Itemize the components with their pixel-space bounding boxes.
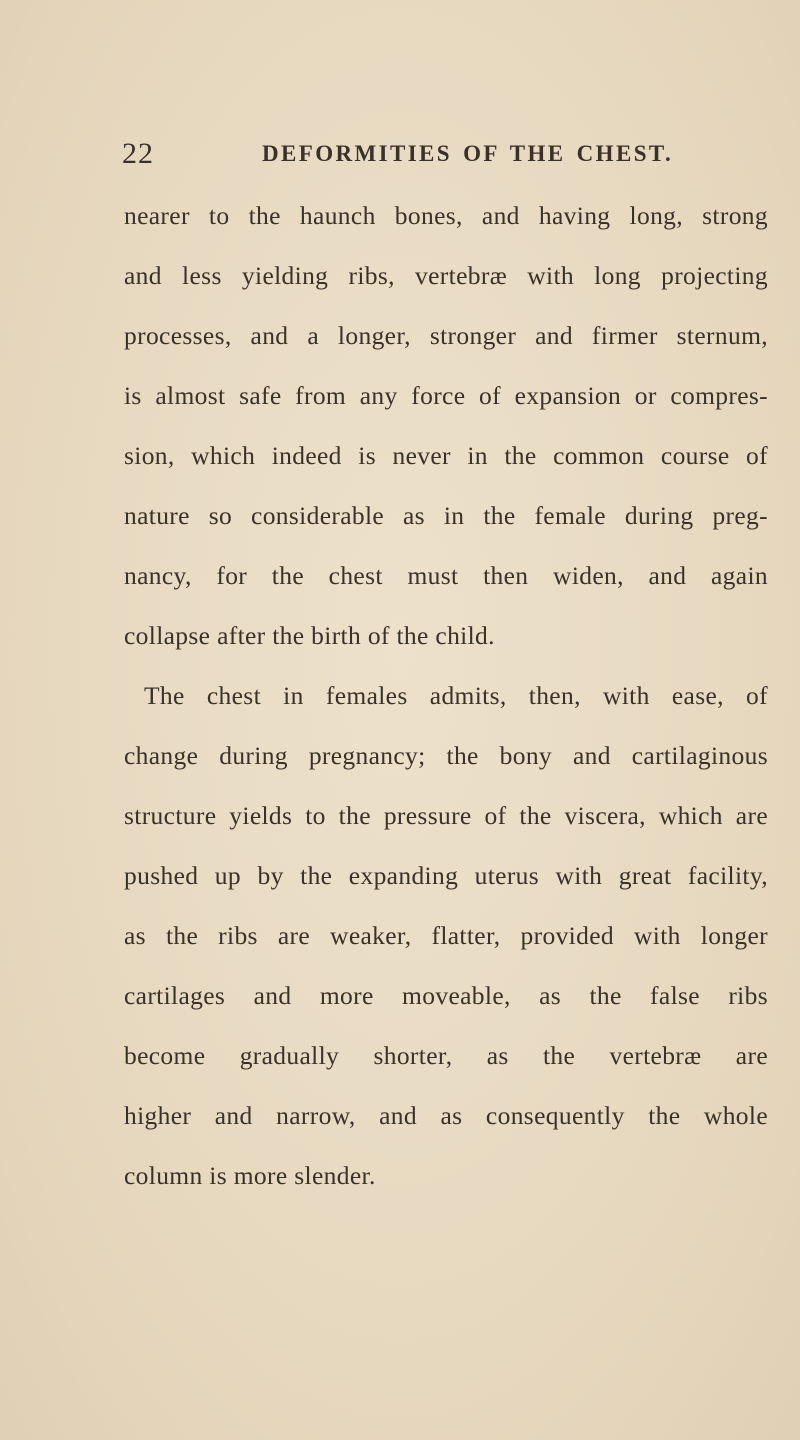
body-text: [124, 186, 768, 1206]
text-line: sion, which indeed is never in the common course of: [124, 441, 768, 470]
text-line: structure yields to the pressure of the viscera, which are: [124, 801, 768, 830]
text-line: column is more slender.: [124, 1161, 376, 1190]
text-line: collapse after the birth of the child.: [124, 621, 495, 650]
page-number: 22: [122, 137, 154, 170]
text-line: cartilages and more moveable, as the false ribs: [124, 981, 768, 1010]
page-header: [0, 132, 800, 176]
running-title: DEFORMITIES OF THE CHEST.: [262, 141, 674, 166]
text-line: nancy, for the chest must then widen, and again: [124, 561, 768, 590]
text-line: nature so considerable as in the female during preg-: [124, 501, 768, 530]
text-line: become gradually shorter, as the vertebræ are: [124, 1041, 768, 1070]
text-line: higher and narrow, and as consequently the whole: [124, 1101, 768, 1130]
paragraph-start-line: The chest in females admits, then, with ease, of: [144, 681, 768, 710]
text-line: nearer to the haunch bones, and having long, strong: [124, 201, 768, 230]
text-line: pushed up by the expanding uterus with great facility,: [124, 861, 768, 890]
text-line: processes, and a longer, stronger and firmer sternum,: [124, 321, 768, 350]
text-line: change during pregnancy; the bony and cartilaginous: [124, 741, 768, 770]
text-line: and less yielding ribs, vertebræ with long projecting: [124, 261, 768, 290]
text-line: is almost safe from any force of expansion or compres-: [124, 381, 768, 410]
text-line: as the ribs are weaker, flatter, provided with longer: [124, 921, 768, 950]
